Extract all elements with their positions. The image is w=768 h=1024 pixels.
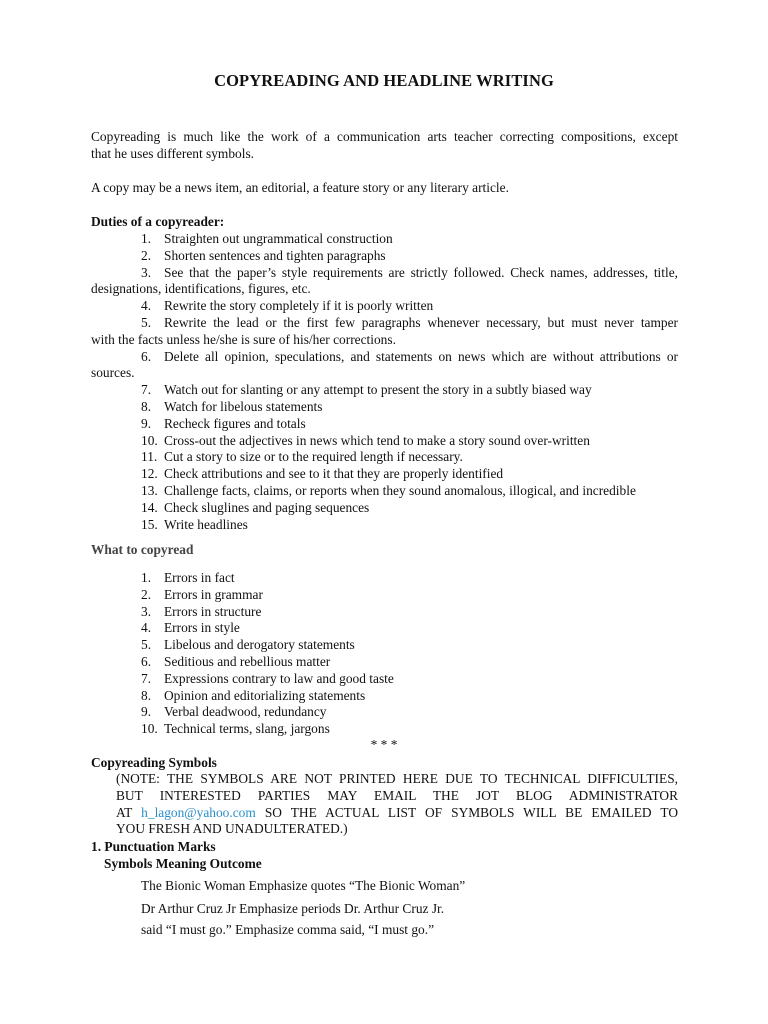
note-line: (NOTE: THE SYMBOLS ARE NOT PRINTED HERE DUE TO TECHNICAL DIFFICULTIES, [116, 771, 678, 786]
example-row: Dr Arthur Cruz Jr Emphasize periods Dr. Arthur Cruz Jr. [141, 901, 445, 916]
duty-item-text: Rewrite the story completely if it is poorly written [164, 298, 434, 314]
duty-item-text: Straighten out ungrammatical construction [164, 231, 393, 246]
duty-item-continuation: designations, identifications, figures, etc. [91, 281, 311, 297]
duty-item [141, 466, 678, 483]
note-line: YOU FRESH AND UNADULTERATED.) [116, 821, 348, 837]
duty-item [141, 433, 678, 450]
intro-paragraph-2: A copy may be a news item, an editorial, a feature story or any literary article. [91, 180, 509, 195]
note-at: AT [116, 804, 133, 820]
intro-line: Copyreading is much like the work of a communication arts teacher correcting compositions, except [91, 129, 678, 144]
duty-item [141, 416, 678, 433]
duty-item-text: Challenge facts, claims, or reports when they sound anomalous, illogical, and incredible [164, 483, 636, 498]
duty-item-number: 3. [141, 264, 152, 280]
duty-item-text: Write headlines [164, 516, 248, 532]
intro-paragraph-1 [91, 129, 678, 163]
note-line: BUT INTERESTED PARTIES MAY EMAIL THE JOT BLOG ADMINISTRATOR [116, 787, 678, 803]
duty-item-text: See that the paper’s style requirements are strictly followed. Check names, addresses, title, [164, 264, 678, 280]
page-title: COPYREADING AND HEADLINE WRITING [214, 71, 554, 90]
example-row: The Bionic Woman Emphasize quotes “The Bionic Woman” [141, 878, 466, 893]
duty-item-number: 5. [141, 315, 152, 330]
copyread-item-text: Opinion and editorializing statements [164, 687, 366, 703]
duty-item-number: 12. [141, 466, 158, 482]
duty-item-number: 1. [141, 231, 152, 246]
copyread-item-number: 10. [141, 721, 158, 737]
copyread-item-text: Technical terms, slang, jargons [164, 721, 330, 737]
duty-item-text: Rewrite the lead or the first few paragraphs whenever necessary, but must never tamper [164, 315, 678, 330]
copyread-item [141, 570, 678, 587]
duty-item-text: Check sluglines and paging sequences [164, 499, 370, 515]
duty-item-number: 14. [141, 499, 158, 515]
punctuation-marks-heading: 1. Punctuation Marks [91, 839, 216, 854]
duty-item [141, 449, 678, 466]
duty-item [141, 231, 678, 248]
duty-item-number: 13. [141, 483, 158, 498]
duty-item-text: Watch for libelous statements [164, 399, 323, 414]
copyread-item-text: Errors in grammar [164, 586, 263, 602]
note-line [116, 805, 678, 822]
duty-item-continuation: with the facts unless he/she is sure of his/her corrections. [91, 331, 396, 347]
copyread-item-number: 4. [141, 620, 152, 636]
copyread-item-number: 7. [141, 670, 152, 686]
duty-item [141, 483, 678, 500]
duty-item-text: Recheck figures and totals [164, 415, 306, 431]
duty-item-text: Cut a story to size or to the required length if necessary. [164, 449, 463, 465]
copyread-item [141, 654, 678, 671]
duty-item-number: 9. [141, 415, 152, 431]
duties-heading: Duties of a copyreader: [91, 214, 225, 229]
intro-line: that he uses different symbols. [91, 145, 255, 161]
duty-item-text: Delete all opinion, speculations, and statements on news which are without attributions or [164, 348, 678, 364]
copyread-item-number: 6. [141, 654, 152, 669]
duty-item-number: 10. [141, 432, 158, 448]
duty-item-continuation: sources. [91, 365, 135, 381]
copyread-item [141, 688, 678, 705]
duty-item [141, 382, 678, 399]
copyread-item-text: Libelous and derogatory statements [164, 637, 355, 653]
duty-item [141, 298, 678, 315]
duty-item-text: Shorten sentences and tighten paragraphs [164, 247, 386, 263]
copyread-item-number: 9. [141, 704, 152, 720]
copyread-item-number: 8. [141, 687, 152, 703]
copyread-item [141, 620, 678, 637]
duty-item-number: 11. [141, 449, 158, 465]
duty-item-number: 4. [141, 298, 152, 314]
copyread-item [141, 721, 678, 738]
duty-item [141, 500, 678, 517]
copyread-item-text: Errors in style [164, 620, 240, 636]
copyread-item [141, 637, 678, 654]
duty-item-number: 2. [141, 247, 152, 263]
copyread-item-text: Expressions contrary to law and good taste [164, 670, 394, 686]
copyread-item [141, 671, 678, 688]
duty-item-text: Cross-out the adjectives in news which tend to make a story sound over-written [164, 432, 590, 448]
copyread-item [141, 604, 678, 621]
duty-item-number: 15. [141, 516, 158, 532]
copyread-item-number: 2. [141, 586, 152, 602]
duty-item [141, 399, 678, 416]
duty-item [141, 315, 678, 332]
duty-item-number: 7. [141, 382, 152, 398]
duty-item [141, 248, 678, 265]
duty-item [141, 265, 678, 282]
copyread-item-number: 3. [141, 603, 152, 619]
copyread-item-number: 1. [141, 570, 152, 585]
section-separator: * * * [370, 737, 398, 752]
duty-item-text: Watch out for slanting or any attempt to present the story in a subtly biased way [164, 382, 592, 398]
duty-item [141, 517, 678, 534]
what-to-copyread-heading: What to copyread [91, 542, 194, 557]
copyread-item [141, 704, 678, 721]
symbols-note [116, 771, 678, 838]
copyread-item [141, 587, 678, 604]
copyread-item-text: Verbal deadwood, redundancy [164, 704, 327, 720]
duty-item-number: 6. [141, 348, 152, 364]
copyread-item-text: Errors in structure [164, 603, 262, 619]
note-tail: SO THE ACTUAL LIST OF SYMBOLS WILL BE EMAILED TO [264, 804, 678, 820]
copyread-item-text: Errors in fact [164, 570, 235, 585]
copyreading-symbols-heading: Copyreading Symbols [91, 755, 217, 770]
symbols-columns-header: Symbols Meaning Outcome [104, 856, 262, 871]
example-row: said “I must go.” Emphasize comma said, “I must go.” [141, 922, 435, 937]
duty-item-number: 8. [141, 399, 152, 414]
copyread-item-text: Seditious and rebellious matter [164, 654, 331, 669]
duty-item [141, 349, 678, 366]
duty-item-text: Check attributions and see to it that they are properly identified [164, 466, 504, 482]
admin-email-link[interactable]: h_lagon@yahoo.com [141, 804, 256, 820]
copyread-item-number: 5. [141, 637, 152, 653]
